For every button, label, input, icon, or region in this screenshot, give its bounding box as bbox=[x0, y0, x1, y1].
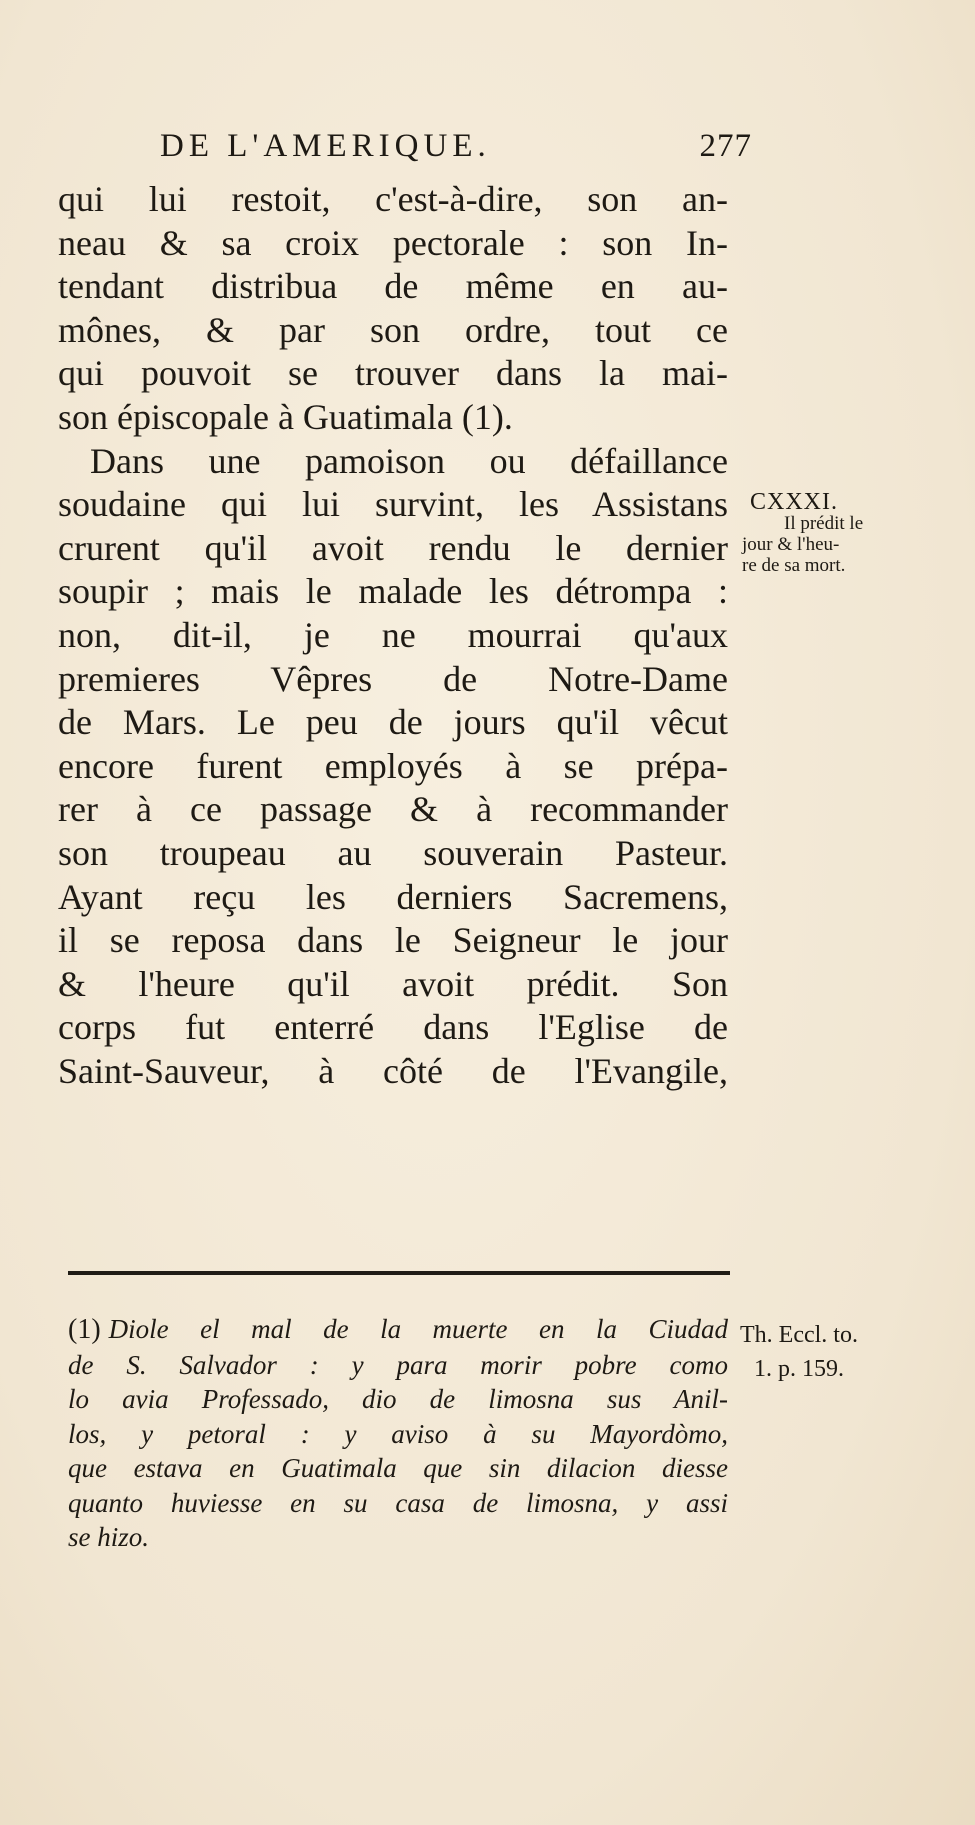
text-line: Saint-Sauveur, à côté de l'Evangile, bbox=[58, 1050, 728, 1091]
text-line: Ayant reçu les derniers Sacremens, bbox=[58, 876, 728, 917]
footnote-line: que estava en Guatimala que sin dilacion diesse bbox=[68, 1453, 728, 1483]
text-line: neau & sa croix pectorale : son In- bbox=[58, 222, 728, 263]
text-line: encore furent employés à se prépa- bbox=[58, 745, 728, 786]
text-line: soupir ; mais le malade les détrompa : bbox=[58, 571, 728, 612]
text-line: crurent qu'il avoit rendu le dernier bbox=[58, 527, 728, 568]
text-line: son épiscopale à Guatimala (1). bbox=[58, 396, 513, 437]
text-line: soudaine qui lui survint, les Assistans bbox=[58, 484, 728, 525]
text-line: tendant distribua de même en au- bbox=[58, 266, 728, 307]
text-line: qui pouvoit se trouver dans la mai- bbox=[58, 353, 728, 394]
text-line: il se reposa dans le Seigneur le jour bbox=[58, 920, 728, 961]
margin-note-line: re de sa mort. bbox=[742, 555, 846, 576]
text-line: non, dit-il, je ne mourrai qu'aux bbox=[58, 614, 728, 655]
margin-note-line: Il prédit le bbox=[784, 513, 864, 534]
text-line: qui lui restoit, c'est-à-dire, son an- bbox=[58, 179, 728, 219]
text-line: Dans une pamoison ou défaillance bbox=[90, 440, 728, 481]
text-line: son troupeau au souverain Pasteur. bbox=[58, 832, 728, 873]
page-number: 277 bbox=[699, 128, 752, 164]
footnote-marker: (1) bbox=[68, 1314, 101, 1345]
footnote bbox=[68, 1312, 728, 1555]
margin-note-number: CXXXI. bbox=[750, 489, 838, 515]
footnote-line: quanto huviesse en su casa de limosna, y assi bbox=[68, 1487, 728, 1518]
footnote-line: lo avia Professado, dio de limosna sus Anil- bbox=[68, 1384, 728, 1414]
text-line: de Mars. Le peu de jours qu'il vêcut bbox=[58, 702, 728, 743]
text-line: mônes, & par son ordre, tout ce bbox=[58, 309, 728, 350]
text-line: corps fut enterré dans l'Eglise de bbox=[58, 1007, 728, 1048]
text-line: premieres Vêpres de Notre-Dame bbox=[58, 658, 728, 699]
footnote-line: los, y petoral : y aviso à su Mayordòmo, bbox=[68, 1418, 728, 1449]
running-head: DE L'AMERIQUE. bbox=[160, 128, 491, 164]
text-line: & l'heure qu'il avoit prédit. Son bbox=[58, 963, 728, 1004]
source-reference bbox=[740, 1318, 940, 1386]
footnote-line: de S. Salvador : y para morir pobre como bbox=[68, 1349, 728, 1380]
footnote-line bbox=[68, 1312, 728, 1348]
footnote-line: se hizo. bbox=[68, 1522, 149, 1552]
footnote-rule bbox=[68, 1271, 730, 1275]
source-reference-line: Th. Eccl. to. bbox=[740, 1322, 858, 1348]
margin-note-line: jour & l'heu- bbox=[742, 534, 840, 555]
text-line: rer à ce passage & à recommander bbox=[58, 789, 728, 830]
footnote-first-line: Diole el mal de la muerte en la Ciudad bbox=[108, 1314, 728, 1344]
source-reference-line: 1. p. 159. bbox=[754, 1356, 844, 1382]
main-text bbox=[58, 178, 728, 1093]
margin-note bbox=[742, 489, 932, 576]
